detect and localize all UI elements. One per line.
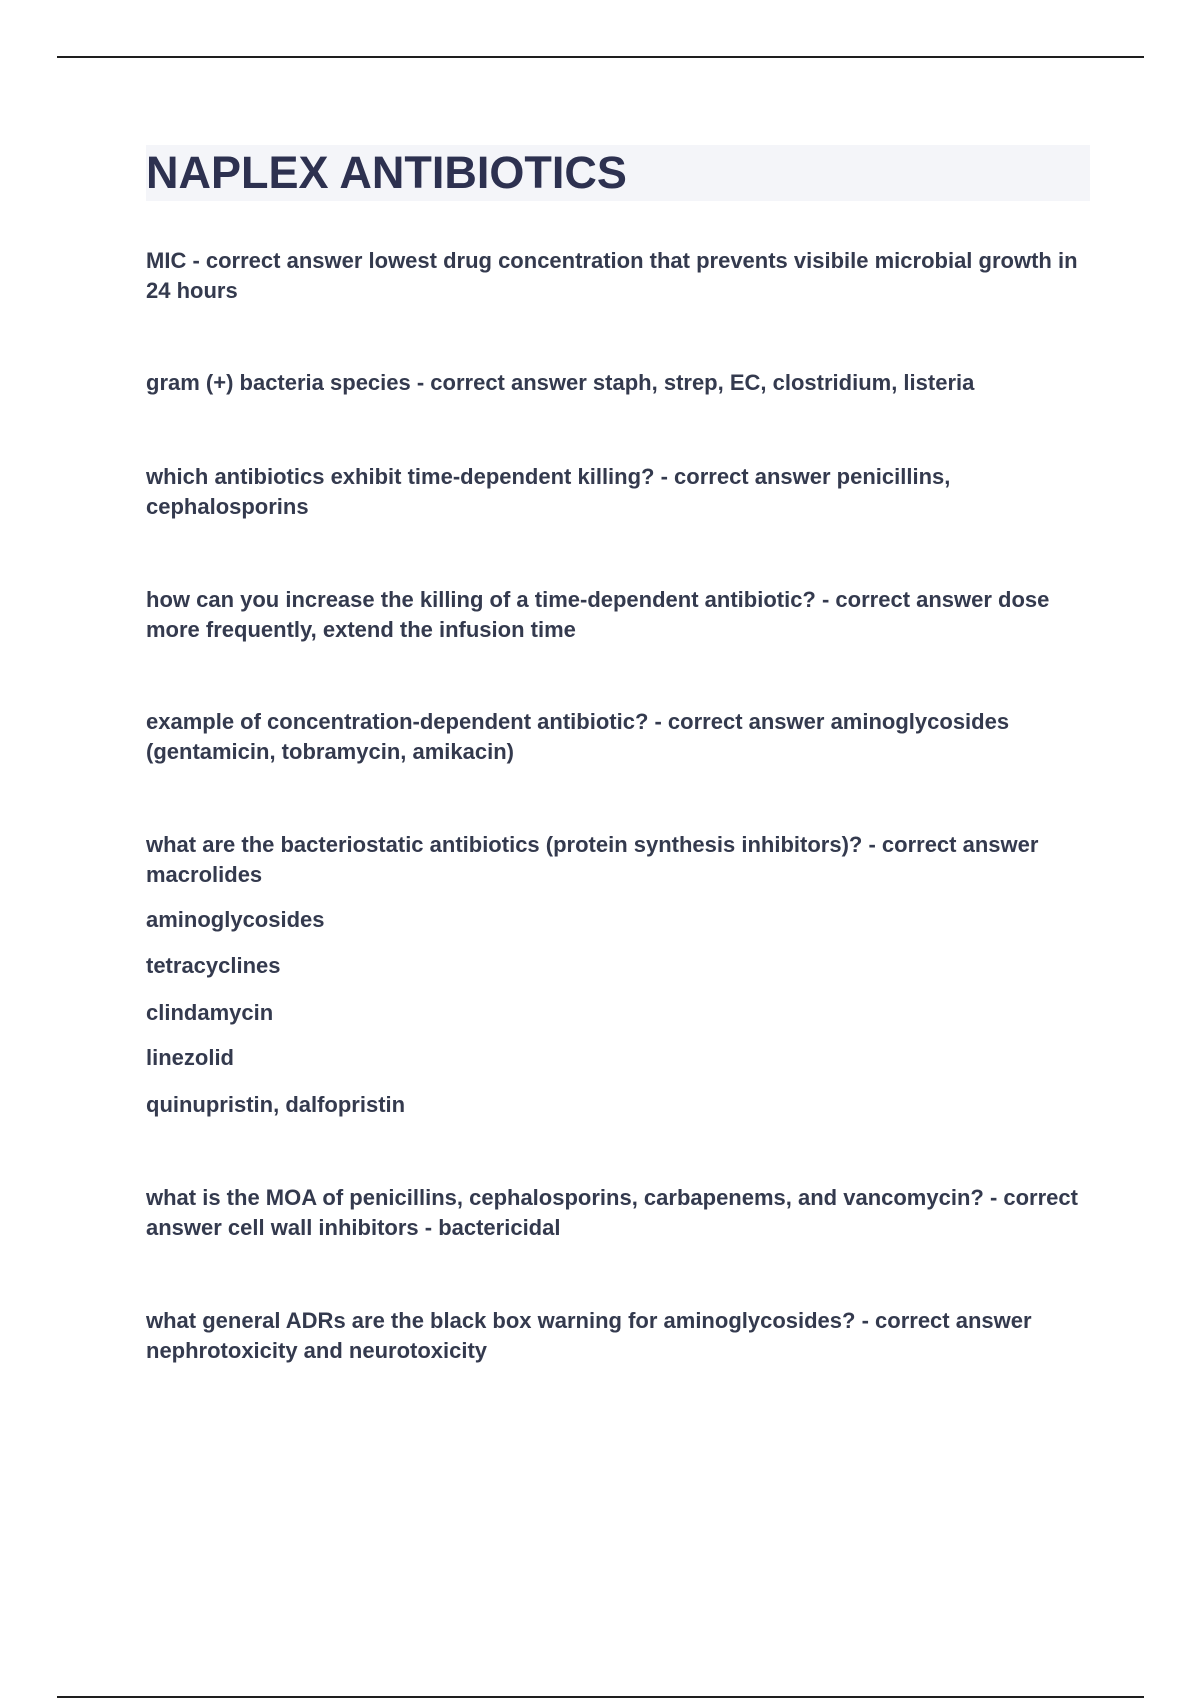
qa-entry-concentration-dependent: example of concentration-dependent antibiotic? - correct answer aminoglycosides (gentamicin, tobramycin, amikacin)	[146, 709, 1010, 764]
list-item: tetracyclines	[146, 953, 281, 978]
qa-entry-mic: MIC - correct answer lowest drug concentration that prevents visibile microbial growth in 24 hours	[146, 248, 1078, 303]
list-item: quinupristin, dalfopristin	[146, 1092, 406, 1117]
top-rule	[57, 56, 1144, 58]
list-item: aminoglycosides	[146, 907, 325, 932]
qa-entry-gram-positive: gram (+) bacteria species - correct answer staph, strep, EC, clostridium, listeria	[146, 370, 975, 395]
qa-entry-moa: what is the MOA of penicillins, cephalosporins, carbapenems, and vancomycin? - correct answer cell wall inhibitors - bactericidal	[146, 1185, 1078, 1240]
page-title: NAPLEX ANTIBIOTICS	[146, 147, 627, 198]
qa-entry-bacteriostatic: what are the bacteriostatic antibiotics (protein synthesis inhibitors)? - correct answer macrolides	[146, 832, 1039, 887]
qa-entry-black-box: what general ADRs are the black box warning for aminoglycosides? - correct answer nephrotoxicity and neurotoxicity	[146, 1308, 1032, 1363]
bottom-rule	[57, 1696, 1144, 1698]
qa-entry-time-dependent: which antibiotics exhibit time-dependent killing? - correct answer penicillins, cephalosporins	[146, 464, 951, 519]
list-item: linezolid	[146, 1045, 234, 1070]
list-item: clindamycin	[146, 1000, 274, 1025]
qa-entry-increase-killing: how can you increase the killing of a time-dependent antibiotic? - correct answer dose more frequently, extend the infusion time	[146, 587, 1050, 642]
